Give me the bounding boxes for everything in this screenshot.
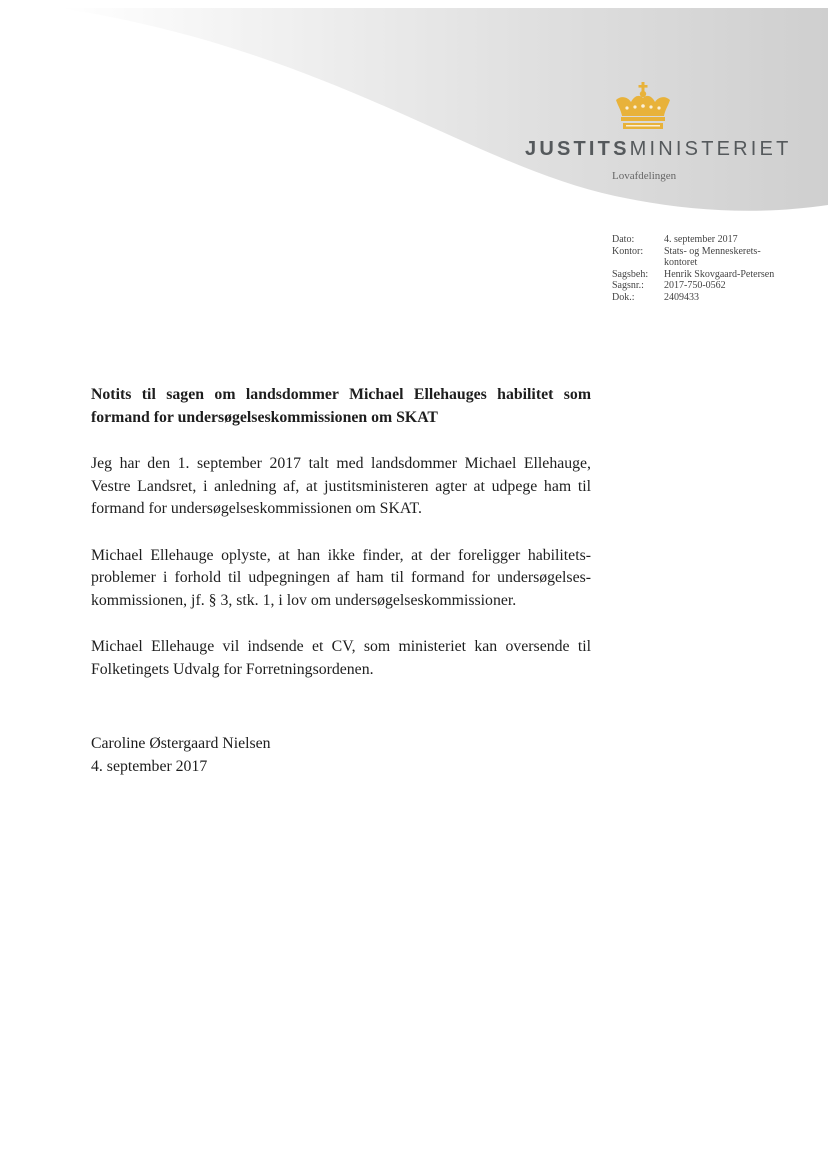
meta-value-office: Stats- og Menneskerets-kontoret (664, 245, 761, 268)
meta-row-case-number (612, 280, 782, 292)
paragraph-3: Michael Ellehauge vil indsende et CV, som ministeriet kan oversende til Folketingets Udvalg for Forretningsordenen. (91, 638, 591, 678)
meta-label-case-number: Sagsnr.: (612, 280, 644, 291)
header-swoosh-graphic (0, 0, 828, 230)
meta-label-caseworker: Sagsbeh: (612, 268, 649, 280)
document-body (91, 384, 591, 778)
paragraph-1: Jeg har den 1. september 2017 talt med landsdommer Michael Ellehauge, Vestre Landsret, i anledning af, at justitsministeren agter at udpege ham til formand for undersøgelseskommissionen om SKAT. (91, 455, 591, 517)
meta-value-caseworker: Henrik Skovgaard-Petersen (664, 268, 775, 280)
meta-label-date: Dato: (612, 234, 635, 245)
meta-row-caseworker (612, 269, 782, 281)
document-metadata (612, 234, 782, 303)
document-title: Notits til sagen om landsdommer Michael Ellehauges habilitet som formand for undersøgelseskommissionen om SKAT (91, 386, 591, 426)
meta-row-doc-number (612, 292, 782, 304)
logo-part-ministeriet: MINISTERIET (629, 138, 792, 160)
meta-label-doc-number: Dok.: (612, 291, 635, 303)
meta-value-case-number: 2017-750-0562 (664, 280, 726, 291)
department-name: Lovafdelingen (612, 170, 677, 182)
meta-value-doc-number: 2409433 (664, 291, 699, 303)
meta-value-date: 4. september 2017 (664, 234, 738, 245)
crown-logo-icon (612, 82, 674, 132)
meta-row-date (612, 234, 782, 246)
paragraph-2: Michael Ellehauge oplyste, at han ikke finder, at der foreligger habilitets-problemer i forhold til udpegningen af ham til formand for undersøgelses-kommissionen, jf. § 3, stk. 1, i lov om undersøgelseskommissioner. (91, 546, 591, 609)
logo-part-justits: JUSTITS (525, 138, 630, 160)
meta-row-office (612, 246, 782, 269)
signature-block (91, 733, 591, 778)
ministry-logo-wordmark (525, 138, 792, 161)
signature-date: 4. september 2017 (91, 757, 208, 775)
meta-label-office: Kontor: (612, 245, 644, 257)
signature-name: Caroline Østergaard Nielsen (91, 735, 271, 752)
